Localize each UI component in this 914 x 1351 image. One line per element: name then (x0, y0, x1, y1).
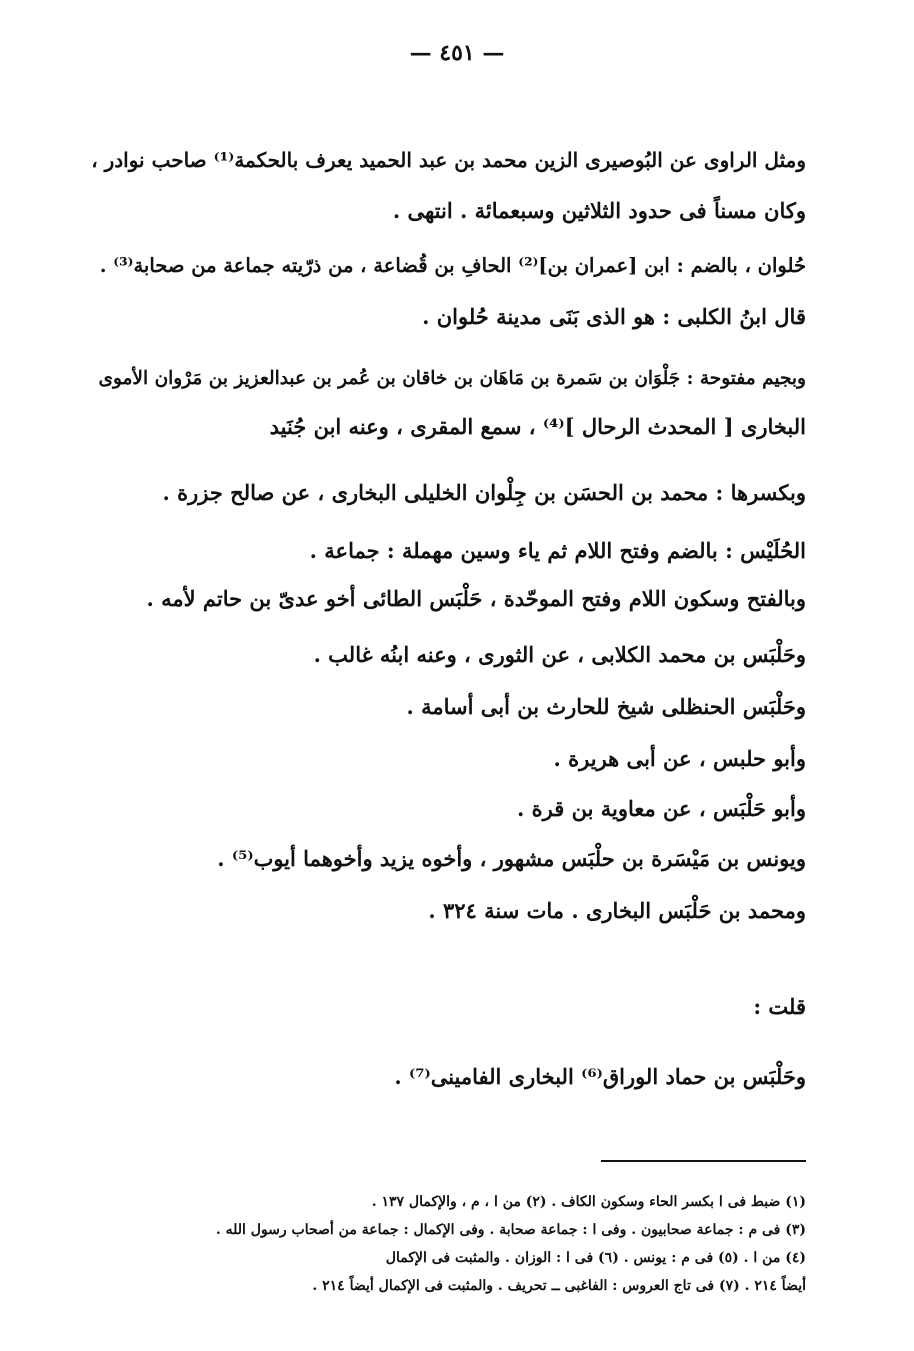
text-line: وحَلْبَس بن محمد الكلابى ، عن الثورى ، وعنه ابنُه غالب . (313, 642, 806, 667)
footnote-line: (١) ضبط فى ا بكسر الحاء وسكون الكاف . (٢) من ا ، م ، والإكمال ١٣٧ . (371, 1194, 806, 1210)
text-line: وكان مسناً فى حدود الثلاثين وسبعمائة . انتهى . (392, 198, 806, 223)
footnote-line: أيضاً ٢١٤ . (٧) فى تاج العروس : الفاغبى ــ تحريف . والمثبت فى الإكمال أيضاً ٢١٤ . (312, 1278, 806, 1294)
footnote-line: (٣) فى م : جماعة صحابيون . وفى ا : جماعة صحابة . وفى الإكمال : جماعة من أصحاب رسول الله . (215, 1222, 806, 1238)
page-number: — ٤٥١ — (409, 40, 505, 66)
footnote-line: (٤) من ا . (٥) فى م : يونس . (٦) فى ا : الوزان . والمثبت فى الإكمال (385, 1250, 806, 1266)
text-line: قال ابنُ الكلبى : هو الذى بَنَى مدينة حُلوان . (422, 304, 806, 329)
text-line: حُلوان ، بالضم : ابن [عمران بن]⁽²⁾ الحافِ بن قُضاعة ، من ذرّيته جماعة من صحابة⁽³⁾ . (99, 254, 806, 277)
text-line: وحَلْبَس الحنظلى شيخ للحارث بن أبى أسامة . (406, 694, 806, 719)
text-line: البخارى [ المحدث الرحال ]⁽⁴⁾ ، سمع المقرى ، وعنه ابن جُنَيد (269, 414, 806, 439)
text-line: وأبو حَلْبَس ، عن معاوية بن قرة . (517, 796, 806, 821)
text-line: الحُلَيْس : بالضم وفتح اللام ثم ياء وسين مهملة : جماعة . (309, 538, 806, 563)
text-line: ومحمد بن حَلْبَس البخارى . مات سنة ٣٢٤ . (428, 898, 806, 923)
text-line: وبكسرها : محمد بن الحسَن بن جِلْوان الخليلى البخارى ، عن صالح جزرة . (162, 480, 806, 505)
text-line: وحَلْبَس بن حماد الوراق⁽⁶⁾ البخارى الفامينى⁽⁷⁾ . (394, 1064, 806, 1089)
text-line: وأبو حلبس ، عن أبى هريرة . (553, 746, 806, 771)
text-line: ويونس بن مَيْسَرة بن حلْبَس مشهور ، وأخوه يزيد وأخوهما أيوب⁽⁵⁾ . (217, 846, 806, 871)
section-heading: قلت : (753, 994, 806, 1019)
text-line: ومثل الراوى عن البُوصيرى الزين محمد بن عبد الحميد يعرف بالحكمة⁽¹⁾ صاحب نوادر ، (91, 148, 806, 172)
text-line: وبجيم مفتوحة : جَلْوَان بن سَمرة بن مَاهَان بن خاقان بن عُمر بن عبدالعزيز بن مَرْوان الأموى (98, 368, 806, 389)
text-line: وبالفتح وسكون اللام وفتح الموحّدة ، حَلْبَس الطائى أخو عدىّ بن حاتم لأمه . (146, 586, 806, 611)
footnote-divider (601, 1160, 806, 1162)
